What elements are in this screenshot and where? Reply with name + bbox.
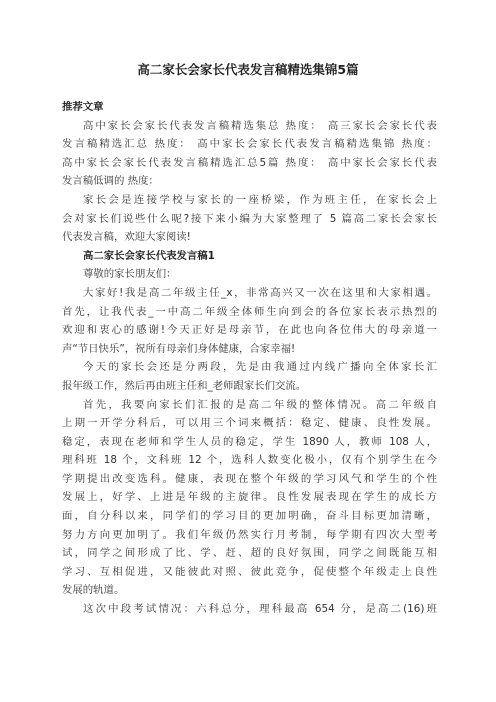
paragraph-line: 大家好!我是高二年级主任_x，非常高兴又一次在这里和大家相遇。 bbox=[83, 286, 437, 299]
section-heading: 高二家长会家长代表发言稿1 bbox=[83, 249, 215, 262]
paragraph-line: 上期一开学分科后，可以用三个词来概括：稳定、健康、良性发展。 bbox=[62, 417, 437, 430]
paragraph-line: 首先，让我代表_一中高二年级全体师生向到会的各位家长表示热烈的 bbox=[62, 305, 437, 318]
paragraph-line: 高中家长会家长代表发言稿精选汇总5篇 热度： 高中家长会家长代表 bbox=[62, 156, 437, 169]
paragraph-line: 家长会是连接学校与家长的一座桥梁，作为班主任，在家长会上 bbox=[83, 193, 437, 206]
document-title: 高二家长会家长代表发言稿精选集锦5篇 bbox=[137, 62, 359, 77]
paragraph-line: 发言稿低调的 热度： bbox=[62, 175, 159, 188]
paragraph-line: 学习、互相促进，又能彼此对照、彼此竞争，促使整个年级走上良性 bbox=[62, 565, 437, 578]
section-heading: 推荐文章 bbox=[62, 101, 104, 113]
paragraph-line: 首先，我要向家长们汇报的是高二年级的整体情况。高二年级自 bbox=[83, 398, 437, 411]
paragraph-line: 尊敬的家长朋友们： bbox=[83, 268, 177, 281]
paragraph-line: 发展的轨道。 bbox=[62, 584, 125, 597]
paragraph-line: 面，自分科以来，同学们的学习目的更加明确，奋斗目标更加清晰， bbox=[62, 510, 437, 523]
paragraph-line: 高中家长会家长代表发言稿精选集总 热度： 高三家长会家长代表 bbox=[83, 119, 437, 132]
paragraph-line: 代表发言稿，欢迎大家阅读! bbox=[62, 231, 191, 244]
document-body bbox=[62, 98, 437, 619]
paragraph-line: 会对家长们说些什么呢?接下来小编为大家整理了 5 篇高二家长会家长 bbox=[62, 212, 437, 225]
paragraph-line: 稳定，表现在老师和学生人员的稳定，学生 1890 人，教师 108 人， bbox=[62, 435, 437, 448]
paragraph-line: 这次中段考试情况：六科总分，理科最高 654 分，是高二(16)班 bbox=[83, 603, 437, 616]
paragraph-line: 欢迎和衷心的感谢!今天正好是母亲节，在此也向各位伟大的母亲道一 bbox=[62, 324, 437, 337]
paragraph-line: 发展上，好学、上进是年级的主旋律。良性发展表现在学生的成长方 bbox=[62, 491, 437, 504]
paragraph-line: 发言稿精选汇总 热度： 高中家长会家长代表发言稿精选集锦 热度： bbox=[62, 138, 437, 151]
paragraph-line: 学期提出改变选科。健康，表现在整个年级的学习风气和学生的个性 bbox=[62, 472, 437, 485]
paragraph-line: 试，同学之间形成了比、学、赶、超的良好氛围，同学之间既能互相 bbox=[62, 547, 437, 560]
paragraph-line: 努力方向更加明了。我们年级仍然实行月考制，每学期有四次大型考 bbox=[62, 528, 437, 541]
paragraph-line: 报年级工作，然后再由班主任和_老师跟家长们交流。 bbox=[62, 379, 307, 392]
paragraph-line: 今天的家长会还是分两段，先是由我通过内线广播向全体家长汇 bbox=[83, 361, 437, 374]
paragraph-line: 声“节日快乐”，祝所有母亲们身体健康，合家幸福! bbox=[62, 342, 296, 355]
paragraph-line: 理科班 18 个，文科班 12 个，选科人数变化极小，仅有个别学生在今 bbox=[62, 454, 437, 467]
